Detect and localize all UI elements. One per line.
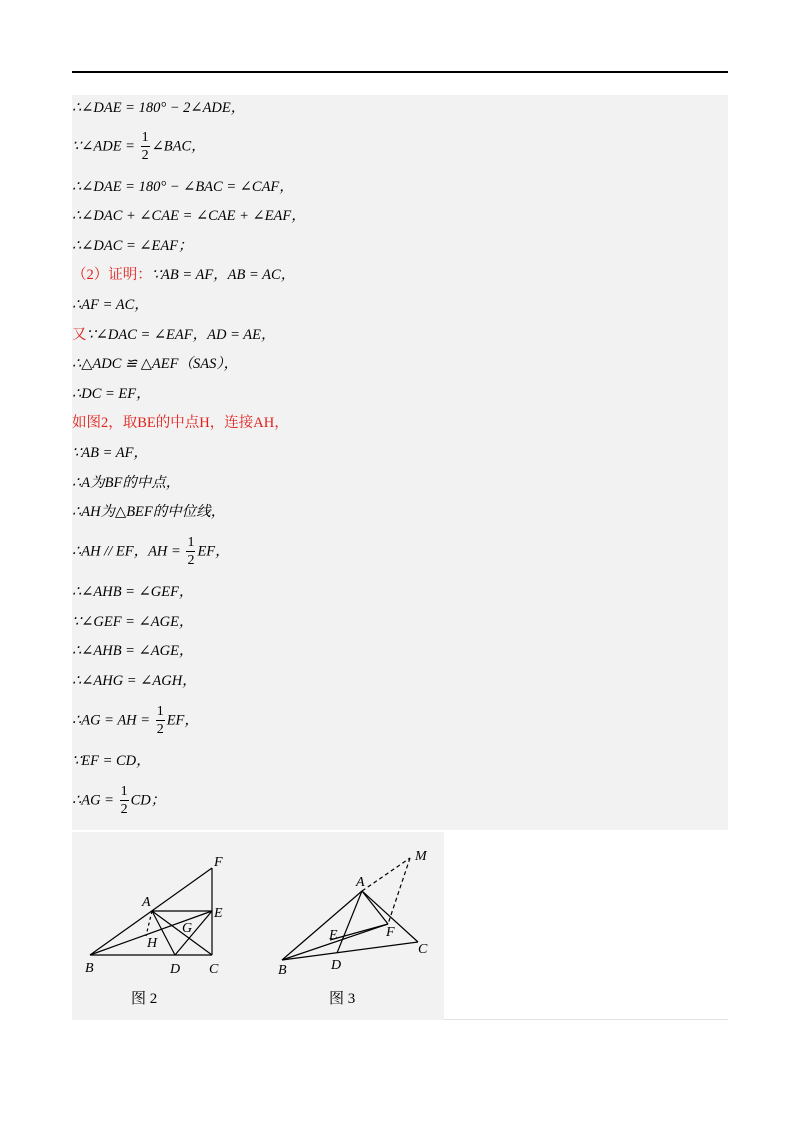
fraction-numerator: 1: [156, 704, 164, 719]
line-text: CD；: [130, 792, 166, 809]
fraction-denominator: 2: [120, 802, 128, 817]
line-text: ∵EF = CD，: [72, 753, 151, 769]
fig2-label-F: F: [214, 855, 223, 870]
line-text: ∴AF = AC，: [72, 297, 149, 313]
line-text: 又: [72, 327, 87, 343]
line-text: ∵AB = AF，AB = AC，: [151, 267, 296, 283]
fig2-label-G: G: [182, 921, 193, 936]
line-text: ∵AB = AF，: [72, 445, 148, 461]
fraction-numerator: 1: [120, 784, 128, 799]
line-text: ∴∠DAE = 180° − ∠BAC = ∠CAF，: [72, 179, 294, 195]
fraction-numerator: 1: [141, 130, 149, 145]
fig3-label-B: B: [278, 963, 287, 978]
fig2-label-D: D: [170, 962, 181, 977]
line-text: ∴∠DAC = ∠EAF；: [72, 238, 193, 254]
fig2-label-B: B: [85, 961, 94, 976]
line-text: EF，: [166, 712, 199, 729]
line-text: ∵∠DAC = ∠EAF，AD = AE，: [86, 327, 276, 343]
line-text: ∴AH // EF，AH =: [72, 543, 185, 560]
figure-2-caption: 图 2: [131, 991, 158, 1007]
fraction-denominator: 2: [187, 553, 195, 568]
line-text: ∵∠ADE =: [72, 138, 139, 155]
line-text: ∴△ADC ≌ △AEF（SAS），: [72, 356, 239, 372]
line-text: ∴∠DAC + ∠CAE = ∠CAE + ∠EAF，: [72, 208, 306, 224]
figure-3-caption: 图 3: [329, 991, 356, 1007]
fig2-label-A: A: [142, 895, 151, 910]
line-text: ∴∠DAE = 180° − 2∠ADE，: [72, 100, 246, 116]
fig3-label-M: M: [415, 849, 427, 864]
line-text: ∠BAC，: [151, 138, 206, 155]
fig2-label-H: H: [147, 936, 158, 951]
line-text: ∴∠AHG = ∠AGH，: [72, 673, 197, 689]
line-text: ∴AG =: [72, 792, 118, 809]
line-text: 如图2，取BE的中点H，连接AH，: [72, 415, 289, 431]
fig3-label-A: A: [356, 875, 365, 890]
line-text: ∴∠AHB = ∠AGE，: [72, 643, 194, 659]
fig3-label-F: F: [386, 925, 395, 940]
figure-3: [282, 858, 418, 960]
line-text: ∴AG = AH =: [72, 712, 154, 729]
line-text: EF，: [197, 543, 230, 560]
line-text: ∴AH为△BEF的中位线，: [72, 504, 226, 520]
fig3-label-D: D: [331, 958, 342, 973]
fraction-numerator: 1: [187, 535, 195, 550]
line-text: ∴DC = EF，: [72, 386, 151, 402]
line-text: ∴∠AHB = ∠GEF，: [72, 584, 194, 600]
fraction-denominator: 2: [141, 148, 149, 163]
line-text: （2）证明：: [72, 267, 152, 283]
line-text: ∵∠GEF = ∠AGE，: [72, 614, 194, 630]
line-text: ∴A为BF的中点，: [72, 475, 181, 491]
fig2-label-E: E: [214, 906, 223, 921]
fig2-label-C: C: [209, 962, 219, 977]
fraction-denominator: 2: [156, 722, 164, 737]
fig3-label-E: E: [329, 928, 338, 943]
fig3-label-C: C: [418, 942, 428, 957]
